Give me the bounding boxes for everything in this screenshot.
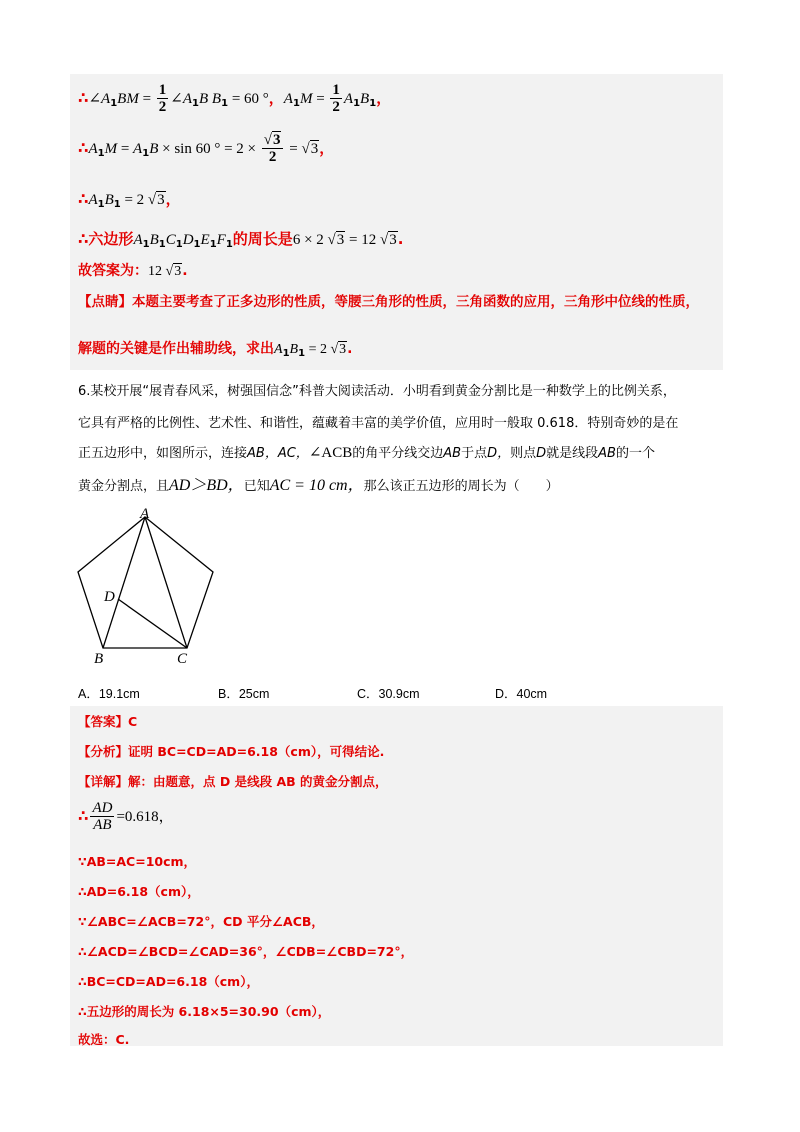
note-line-2: 解题的关键是作出辅助线，求出$A_1B_1 = 2$ √3. bbox=[78, 341, 353, 359]
choice-a[interactable]: A．19.1cm bbox=[78, 687, 140, 701]
pentagon-figure bbox=[70, 500, 230, 670]
segment-AC bbox=[145, 517, 187, 648]
question-line-1: 6.某校开展“展青春风采，树强国信念”科普大阅读活动．小明看到黄金分割比是一种数学上的比例关系， bbox=[78, 384, 676, 399]
question-line-2: 它具有严格的比例性、艺术性、和谐性，蕴藏着丰富的美学价值，应用时一般取 0.618．特别奇妙的是在 bbox=[78, 416, 679, 431]
question-line-3: 正五边形中，如图所示，连接AB，AC，∠ACB的角平分线交边AB于点D，则点D就是线段AB的一个 bbox=[78, 445, 655, 461]
ratio-line: ∴ $\frac{AD}{AB}$ =0.618， bbox=[78, 800, 174, 833]
label-A: A bbox=[140, 506, 150, 522]
pentagon-outline bbox=[78, 517, 213, 648]
segment-CD bbox=[118, 599, 187, 648]
note-line-1: 【点睛】本题主要考查了正多边形的性质，等腰三角形的性质，三角函数的应用，三角形中位线的性质， bbox=[78, 294, 699, 310]
segment-AB-diag bbox=[103, 517, 145, 648]
step-line-4: ∴∠ACD=∠BCD=∠CAD=36°，∠CDB=∠CBD=72°， bbox=[78, 944, 414, 959]
label-D: D bbox=[104, 589, 115, 605]
label-B: B bbox=[94, 651, 104, 667]
solution-line-2: $\therefore A_1M = A_1B \times \sin 60$ ° = 2 × $\frac{√3}{2}$ = √3， bbox=[78, 132, 335, 165]
step-line-2: ∴AD=6.18（cm）， bbox=[78, 884, 200, 899]
step-line-6: ∴五边形的周长为 6.18×5=30.90（cm）， bbox=[78, 1004, 331, 1019]
solution-line-4: ∴六边形$A_1B_1C_1D_1E_1F_1$的周长是6 × 2 √3 = 12 √3. bbox=[78, 230, 404, 250]
step-line-7: 故选：C. bbox=[78, 1032, 130, 1047]
step-line-5: ∴BC=CD=AD=6.18（cm）， bbox=[78, 974, 259, 989]
step-line-1: ∵AB=AC=10cm， bbox=[78, 854, 197, 869]
detail-line: 【详解】解：由题意，点 D 是线段 AB 的黄金分割点， bbox=[78, 774, 388, 789]
step-line-3: ∵∠ABC=∠ACB=72°，CD 平分∠ACB， bbox=[78, 914, 324, 929]
solution-line-1: $\therefore\angle A_1BM$ = $\frac{1}{2}$ $\angle A_1B$ $B_1 = 60$ °，$A_1M$ = $\frac{1}{2}$ $A_1B_1$， bbox=[78, 82, 392, 115]
choice-b[interactable]: B．25cm bbox=[218, 687, 270, 701]
solution-block-top bbox=[70, 74, 723, 370]
label-C: C bbox=[177, 651, 188, 667]
question-line-4: 黄金分割点，且AD＞BD，已知AC = 10 cm，那么该正五边形的周长为（ ） bbox=[78, 477, 559, 494]
answer-line: 【答案】C bbox=[78, 714, 138, 729]
choice-c[interactable]: C．30.9cm bbox=[357, 687, 420, 701]
solution-line-3: $\therefore A_1B_1 = 2$ √3， bbox=[78, 190, 181, 210]
solution-line-5: 故答案为：12 √3. bbox=[78, 263, 188, 279]
choice-d[interactable]: D．40cm bbox=[495, 687, 548, 701]
analysis-line: 【分析】证明 BC=CD=AD=6.18（cm），可得结论. bbox=[78, 744, 385, 759]
